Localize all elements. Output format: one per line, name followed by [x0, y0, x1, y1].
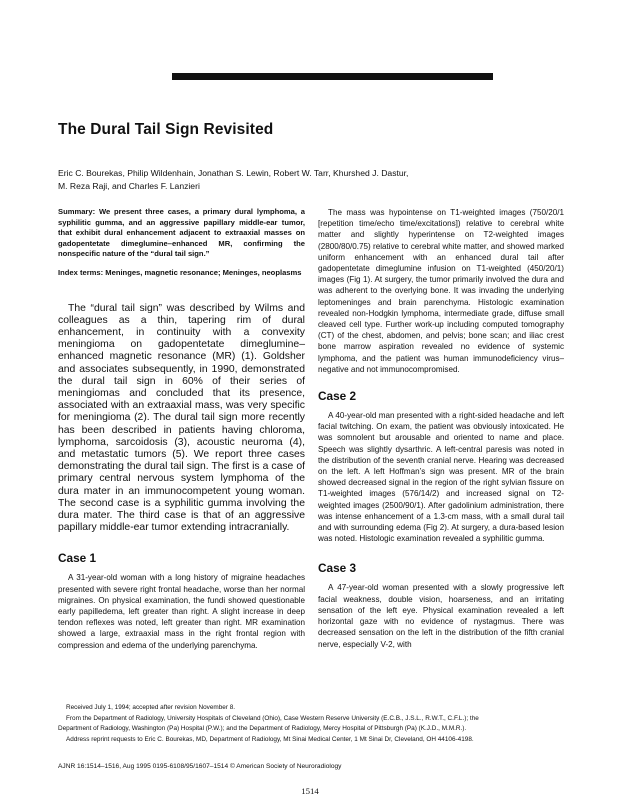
- case-1-paragraph-2: The mass was hypointense on T1-weighted images (750/20/1 [repetition time/echo time/excitations]) relative to cerebral white matter and slightly hyperintense on T2-weighted images (2800/80/0.75) relative to cerebral white matter, and showed marked uniform enhancement with an enhanced dural tail after gadopentetate dimeglumine infusion on T1-weighted (450/20/1) images (Fig 1). At surgery, the tumor primarily involved the dura and was adherent to the overlying bone. It was invading the underlying leptomeninges and brain parenchyma. Histologic examination revealed non-Hodgkin lymphoma, intermediate grade, diffuse small cleaved cell type. Further work-up including computed tomography (CT) of the chest, abdomen, and pelvis; bone scan; and iliac crest bone marrow aspiration revealed no evidence of systemic lymphoma, and the patient was human immunodeficiency virus–negative and not immunocompromised.: [318, 208, 564, 374]
- journal-citation: AJNR 16:1514–1516, Aug 1995 0195-6108/95/1607–1514 © American Society of Neuroradiology: [58, 763, 342, 770]
- page-number: 1514: [301, 786, 319, 796]
- summary-abstract: Summary: We present three cases, a primary dural lymphoma, a syphilitic gumma, and an aggressive papillary middle-ear tumor, that exhibit dural enhancement adjacent to extraaxial masses on gadopentetate dimeglumine–enhanced MR, confirming the nonspecific nature of the “dural tail sign.”: [58, 207, 305, 259]
- article-title: The Dural Tail Sign Revisited: [58, 121, 274, 138]
- authors-line-2: M. Reza Raji, and Charles F. Lanzieri: [58, 181, 200, 191]
- footnote-received: Received July 1, 1994; accepted after revision November 8.: [66, 704, 236, 711]
- footnote-reprint-address: Address reprint requests to Eric C. Bourekas, MD, Department of Radiology, Mt Sinai Medical Center, 1 Mt Sinai Dr, Cleveland, OH 44106-4198.: [66, 735, 474, 743]
- case-1-paragraph-1: A 31-year-old woman with a long history of migraine headaches presented with severe right frontal headache, worse than her normal migraines. On physical examination, the fundi showed questionable early papilledema, left greater than right. A slight increase in deep tendon reflexes was noted, left greater than right. MR examination showed a large, extraaxial mass in the right frontal region with compression and edema of the underlying parenchyma.: [58, 573, 305, 650]
- footnotes: [58, 703, 578, 745]
- right-column: [318, 207, 564, 650]
- author-list: [58, 167, 578, 193]
- case-2-heading: Case 2: [318, 389, 357, 404]
- footnote-affiliations: From the Department of Radiology, University Hospitals of Cleveland (Ohio), Case Western Reserve University (E.C.B., J.S.L., R.W.T., C.F.L.); the: [66, 714, 479, 722]
- case-2-paragraph-1: A 40-year-old man presented with a right-sided headache and left facial twitching. On exam, the patient was obviously intoxicated. He was somnolent but arousable and oriented to name and place. Speech was slightly dysarthric. A left-central paresis was noted in the distribution of the seventh cranial nerve. Hearing was decreased on the left. A left Hoffman’s sign was present. MR of the brain showed decreased signal in the region of the right sylvian fissure on T1-weighted images (576/14/2) and increased signal on T2-weighted images (2500/90/1). After gadolinium administration, there was intense enhancement of a 1.3-cm mass, with a small dural tail and with surrounding edema (Fig 2). At surgery, a dura-based lesion was noted. Histologic examination revealed a syphilitic gumma.: [318, 411, 564, 544]
- footnote-affiliations-continued: Department of Radiology, Washington (Pa) Hospital (P.W.); and the Department of Radiology, Mercy Hospital of Pittsburgh (Pa) (K.J.D., M.M.R.).: [58, 725, 467, 732]
- case-3-heading: Case 3: [318, 561, 357, 576]
- left-column: [58, 207, 305, 651]
- introduction-paragraph: The “dural tail sign” was described by Wilms and colleagues as a thin, tapering rim of dural enhancement, in continuity with a convexity meningioma on gadopentetate dimeglumine–enhanced magnetic resonance (MR) (1). Goldsher and associates subsequently, in 1990, demonstrated the dural tail sign in 60% of their series of meningiomas and concluded that its presence, associated with an extraaxial mass, was very specific for meningioma (2). The dural tail sign more recently has been described in patients having chloroma, lymphoma, sarcoidosis (3), acoustic neuroma (4), and metastatic tumors (5). We report three cases demonstrating the dural tail sign. The first is a case of primary central nervous system lymphoma of the dura mater in an immunocompetent young woman. The second case is a syphilitic gumma involving the dura mater. The third case is that of an aggressive papillary middle-ear tumor extending intracranially.: [58, 302, 305, 534]
- index-terms: Index terms: Meninges, magnetic resonance; Meninges, neoplasms: [58, 267, 302, 277]
- authors-line-1: Eric C. Bourekas, Philip Wildenhain, Jonathan S. Lewin, Robert W. Tarr, Khurshed J. Dastur,: [58, 168, 409, 178]
- case-1-heading: Case 1: [58, 551, 97, 566]
- header-rule: [172, 73, 493, 80]
- case-3-paragraph-1: A 47-year-old woman presented with a slowly progressive left facial weakness, double vision, hoarseness, and an irritating sensation of the left eye. Physical examination revealed a left horizontal gaze with no evidence of nystagmus. There was decreased sensation on the left in the distribution of the fifth cranial nerve, especially V-2, with: [318, 583, 564, 649]
